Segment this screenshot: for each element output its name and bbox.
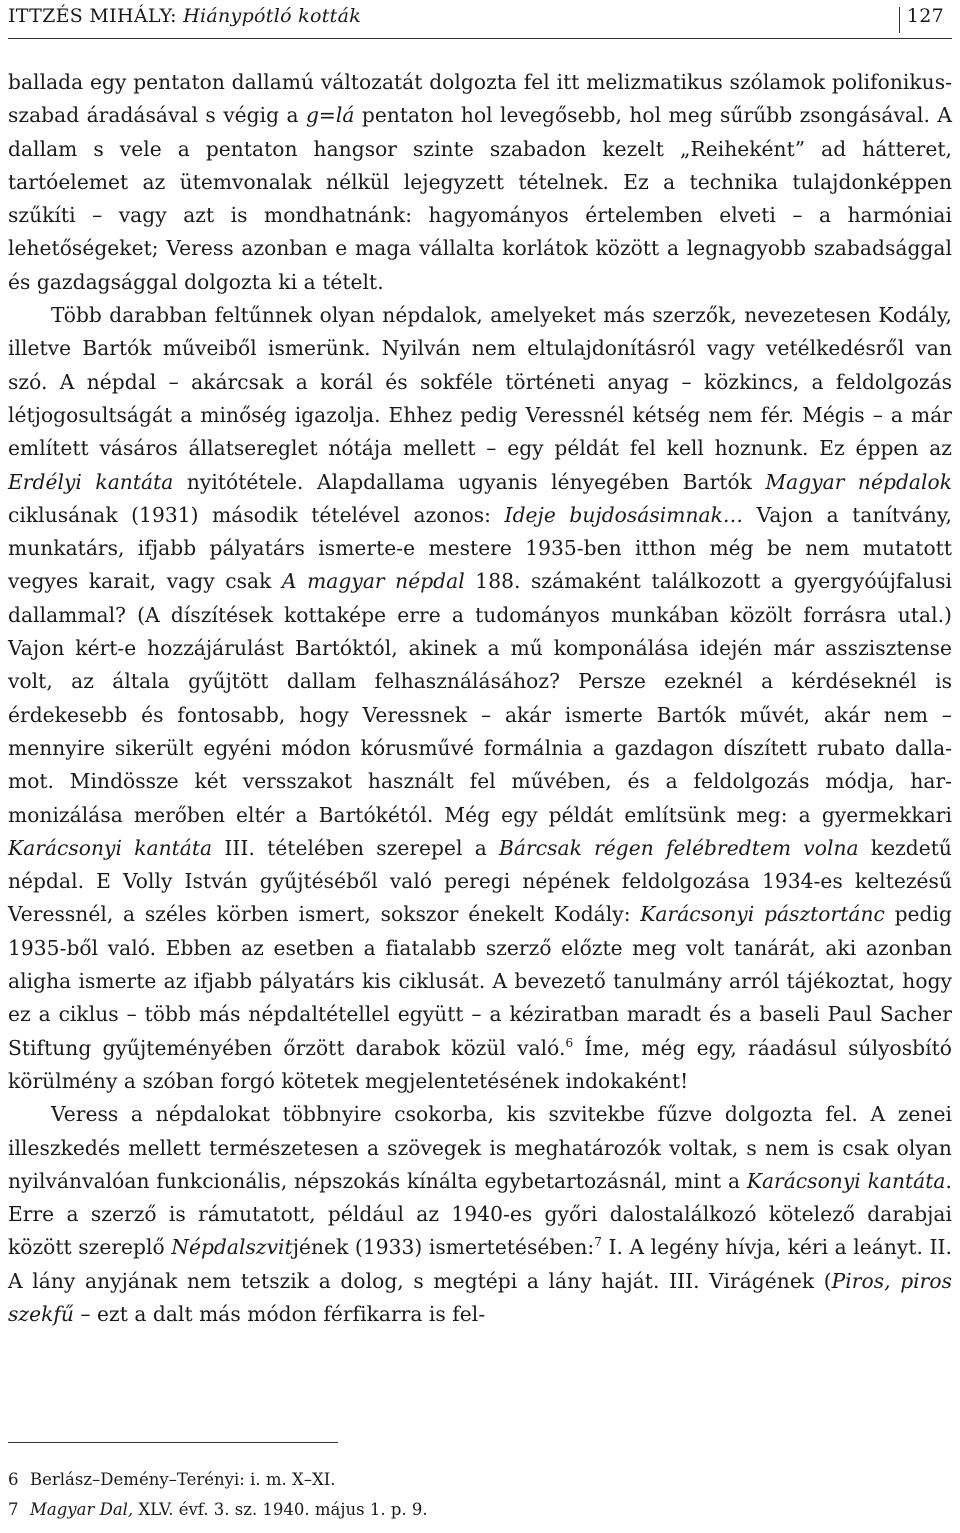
footnote-text [30,1495,428,1525]
body-text [8,66,952,1331]
text-run: Íme, még egy, ráadásul súlyosbító körülmény a szóban forgó kötetek megjelentetésének indokaként! [8,1035,952,1093]
paragraph [8,299,952,1098]
text-run: ballada egy pentaton dallamú változatát dolgozta fel itt melizmatikus szólamok polifonikus-szabad áradásával s végig a [8,70,952,128]
italic-text: g=lá [305,103,355,128]
text-run: Berlász–Demény–Terényi: i. m. X–XI. [30,1470,336,1489]
footnote-text [30,1465,335,1495]
footnote [8,1495,952,1525]
footnote-reference: 6 [565,1035,574,1050]
text-run: 188. számaként találkozott a gyergyóújfalusi dallammal? (A díszítések kottaképe erre a tudományos munkában közölt forrásra utal.) Vajon kért-e hozzájárulást Bartóktól, akinek a mű komponálása idején már asszisztense volt, az általa gyűjtött dallam felhasználásához? Persze ezeknél a kérdéseknél is érdekesebb és fontosabb, hogy Veressnek – akár ismerte Bartók művét, akár nem – mennyire sikerült egyéni módon kórusművé formálnia a gazdagon díszített rubato dallamot. Mindössze két versszakot használt fel művében, és a feldolgozás módja, harmonizálása merőben eltér a Bartókétól. Még egy példát említsünk meg: a gyermekkari [8,569,952,827]
page-number: 127 [906,5,944,27]
footnote-reference: 7 [594,1235,602,1250]
paragraph [8,1098,952,1331]
header-author: ITTZÉS MIHÁLY: [8,5,177,27]
italic-text: Karácsonyi kantáta [8,835,213,860]
text-run: III. tételében szerepel a [212,835,500,860]
footnote-rule [8,1442,338,1443]
text-run: pedig 1935-ből való. Ebben az esetben a fiatalabb szerző előzte meg volt tanárát, aki azonban aligha ismerte az ifjabb pályatárs kis ciklusát. A bevezető tanulmány arról tájékoztat, hogy ez a ciklus – több más népdaltétellel együtt – a kéziratban maradt és a baseli Paul Sacher Stiftung gyűjteményében őrzött darabok közül való. [8,902,952,1060]
text-run: XLV. évf. 3. sz. 1940. május 1. p. 9. [133,1500,428,1519]
italic-text: A magyar népdal [281,569,465,594]
text-run: Több darabban feltűnnek olyan népdalok, amelyeket más szerzők, nevezetesen Kodály, illetve Bartók műveiből ismerünk. Nyilván nem eltulajdonításról vagy vetélkedésről van szó. A népdal – akárcsak a korál és sokféle történeti anyag – közkincs, a feldolgozás létjogosultságát a minőség igazolja. Ehhez pedig Veressnél kétség nem fér. Mégis – a már említett vásáros állatsereglet nótája mellett – egy példát fel kell hoznunk. Ez éppen az [8,303,952,461]
text-run: . Erre a szerző is rámutatott, például az 1940-es győri dalostalálkozó kötelező darabjai között szereplő [8,1168,952,1260]
text-run: I. A legény hívja, kéri a leányt. II. A lány anyjának nem tetszik a dolog, s megtépi a lány haját. III. Virágének ( [8,1235,953,1293]
header-rule [8,38,952,39]
italic-text: Erdélyi kantáta [8,469,174,494]
text-run: pentaton hol levegősebb, hol meg sűrűbb zsongásával. A dallam s vele a pentaton hangsor szinte szabadon kezelt „Reiheként” ad hátteret, tartóelemet az ütemvonalak nélkül lejegyzett tételnek. Ez a technika tulajdonképpen szűkíti – vagy azt is mondhatnánk: hagyományos értelemben elveti – a harmóniai lehetőségeket; Veress azonban e maga vállalta korlátok között a legnagyobb szabadsággal és gazdagsággal dolgozta ki a tételt. [8,103,952,294]
italic-text: Karácsonyi kantáta [746,1168,946,1193]
italic-text: Karácsonyi pásztortánc [640,902,885,927]
italic-text: Ideje bujdosásimnak… [504,502,744,527]
italic-text: Népdalszvit [171,1235,293,1260]
text-run: kezdetű népdal. E Volly István gyűjtéséből való peregi népének feldolgozása 1934-es keltezésű Veressnél, a széles körben ismert, sokszor énekelt Kodály: [8,835,952,927]
text-run: – ezt a dalt más módon férfikarra is fel- [73,1301,486,1326]
footnotes [8,1465,952,1525]
footnote [8,1465,952,1495]
footnote-number: 7 [8,1500,19,1519]
italic-text: Magyar népdalok [765,469,953,494]
header-divider [899,7,900,33]
header-author-title [8,5,361,27]
italic-text: Piros, piros szekfű [8,1268,952,1326]
text-run: nyitótétele. Alapdallama ugyanis lényegében Bartók [173,469,766,494]
italic-text: Bárcsak régen felébredtem volna [499,835,859,860]
text-run: jének (1933) ismertetésében: [292,1235,595,1260]
text-run: Veress a népdalokat többnyire csokorba, kis szvitekbe fűzve dolgozta fel. A zenei illeszkedés mellett természetesen a szövegek is meghatározók voltak, s nem is csak olyan nyilvánvalóan funkcionális, népszokás kínálta egybetartozásnál, mint a [8,1102,952,1193]
italic-text: Magyar Dal, [30,1500,134,1519]
header-title: Hiánypótló kották [183,5,362,27]
paragraph [8,66,952,299]
text-run: ciklusának (1931) második tételével azonos: [8,502,505,527]
running-header [8,0,952,34]
footnote-number: 6 [8,1470,19,1489]
text-run: Vajon a tanítvány, munkatárs, ifjabb pályatárs ismerte-e mestere 1935-ben itthon még be nem mutatott vegyes karait, vagy csak [8,502,952,594]
